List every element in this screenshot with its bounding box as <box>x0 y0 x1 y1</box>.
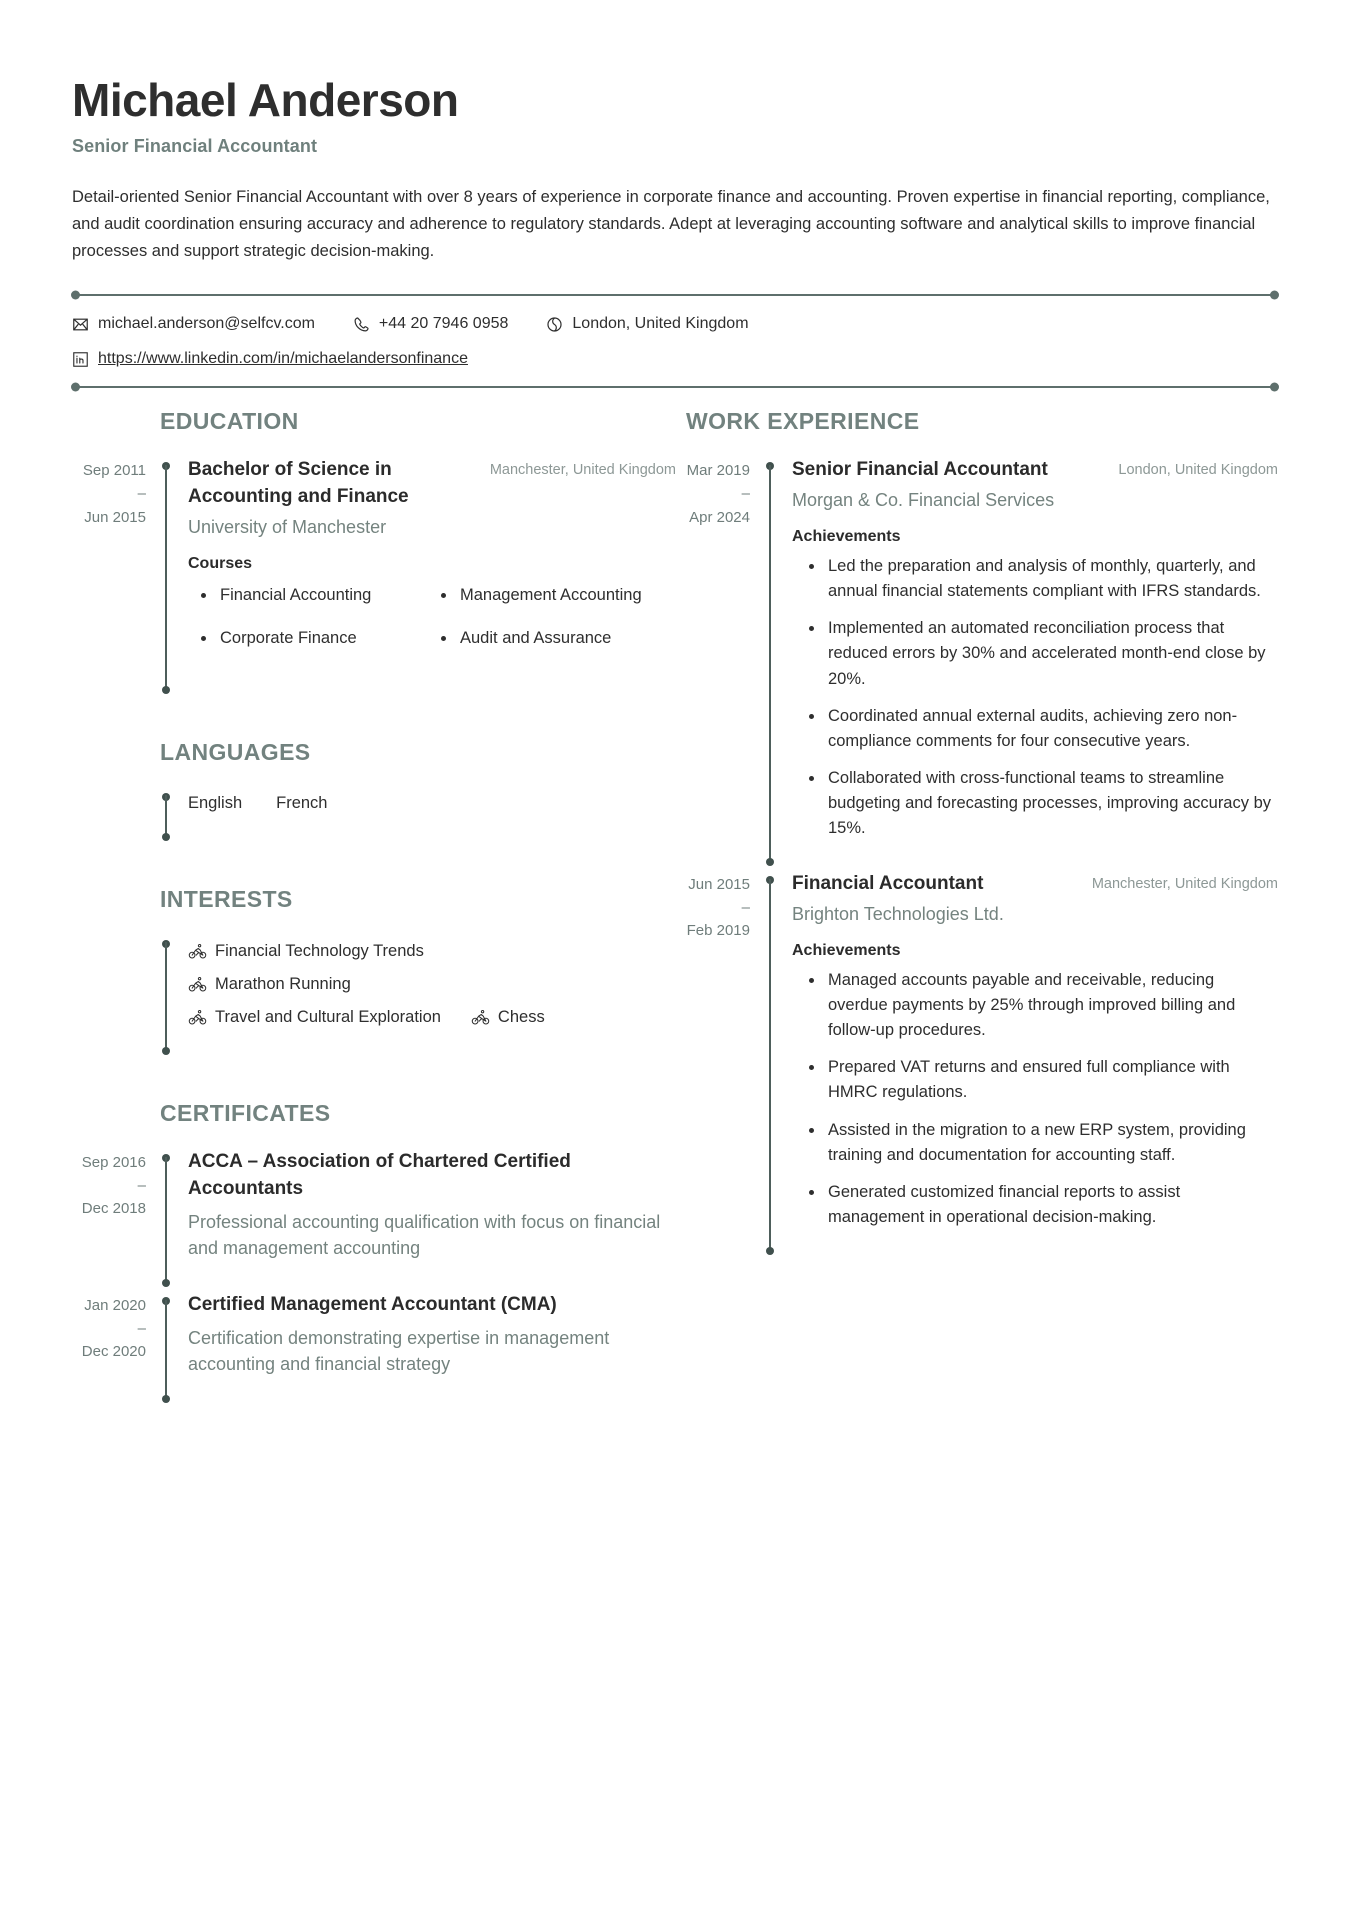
work-date-dash: – <box>741 899 750 917</box>
interests-row <box>188 935 676 968</box>
timeline-marker <box>764 871 777 1260</box>
envelope-icon <box>72 316 89 333</box>
work-location: Manchester, United Kingdom <box>1091 875 1278 892</box>
contact-band <box>72 294 1278 388</box>
section-title-certificates: CERTIFICATES <box>160 1099 331 1126</box>
work-entry <box>676 871 1278 1260</box>
contact-row-primary <box>72 314 1278 335</box>
education-courses-list <box>188 583 676 669</box>
section-title-education: EDUCATION <box>160 408 299 435</box>
languages-content <box>173 788 676 845</box>
contact-email[interactable] <box>72 314 315 335</box>
education-entry <box>72 457 676 699</box>
achievement-item: Implemented an automated reconciliation process that reduced errors by 30% and accelerated month-end close by 20%. <box>828 616 1278 691</box>
resume-header <box>72 62 1278 264</box>
certificate-date-end: Dec 2018 <box>81 1200 146 1218</box>
timeline-dot-bottom <box>162 1047 170 1055</box>
certificate-description: Professional accounting qualification with focus on financial and management accounting <box>188 1211 661 1259</box>
work-achievements-list <box>792 968 1278 1230</box>
course-item: Audit and Assurance <box>460 626 676 651</box>
language-item: English <box>188 794 243 813</box>
interest-item <box>188 935 424 968</box>
section-languages <box>72 739 676 845</box>
achievement-item: Assisted in the migration to a new ERP system, providing training and documentation for accounting staff. <box>828 1118 1278 1168</box>
education-head <box>188 457 676 511</box>
course-item: Management Accounting <box>460 583 676 608</box>
interest-item <box>188 968 351 1001</box>
section-certificates <box>72 1100 676 1408</box>
timeline-dot-bottom <box>162 686 170 694</box>
timeline-line <box>165 942 167 1053</box>
contact-location-text: London, United Kingdom <box>572 315 749 333</box>
interests-block <box>72 935 676 1060</box>
globe-icon <box>546 316 563 333</box>
languages-block <box>72 788 676 845</box>
certificate-entry <box>72 1292 676 1408</box>
work-date <box>676 457 764 871</box>
spacer <box>72 1066 676 1100</box>
section-education <box>72 408 676 699</box>
interests-row <box>188 968 676 1001</box>
language-item: French <box>276 794 328 813</box>
spacer <box>72 705 676 739</box>
timeline-marker <box>160 1149 173 1292</box>
certificate-entry <box>72 1149 676 1292</box>
work-position: Senior Financial Accountant <box>792 459 1048 481</box>
work-achievements-label: Achievements <box>792 942 901 960</box>
work-entry <box>676 457 1278 871</box>
work-head <box>792 457 1278 484</box>
timeline-line <box>769 879 771 1252</box>
interests-row <box>188 1001 676 1034</box>
timeline-marker <box>764 457 777 871</box>
education-location: Manchester, United Kingdom <box>489 462 676 479</box>
section-title-languages: LANGUAGES <box>160 739 311 766</box>
work-date-end: Feb 2019 <box>686 922 750 940</box>
contact-linkedin[interactable] <box>72 349 468 370</box>
course-item: Corporate Finance <box>220 626 436 651</box>
section-interests <box>72 886 676 1060</box>
education-date-start: Sep 2011 <box>82 462 146 480</box>
languages-list <box>188 788 676 819</box>
timeline-dot-bottom <box>162 1395 170 1403</box>
timeline-marker <box>160 788 173 845</box>
contact-phone[interactable] <box>353 314 508 335</box>
achievement-item: Generated customized financial reports to assist management in operational decision-making. <box>828 1180 1278 1230</box>
education-degree: Bachelor of Science in Accounting and Finance <box>188 459 409 508</box>
work-body <box>777 871 1278 1260</box>
languages-date-spacer <box>72 788 160 845</box>
certificate-body <box>173 1149 676 1292</box>
page-title: Michael Anderson <box>72 74 459 126</box>
interests-content <box>173 935 676 1060</box>
timeline-marker <box>160 935 173 1060</box>
achievement-item: Led the preparation and analysis of monthly, quarterly, and annual financial statements compliant with IFRS standards. <box>828 554 1278 604</box>
work-date-start: Jun 2015 <box>688 875 750 893</box>
timeline-dot-bottom <box>162 1279 170 1287</box>
contact-linkedin-text[interactable]: https://www.linkedin.com/in/michaelandersonfinance <box>98 350 468 368</box>
course-item: Financial Accounting <box>220 583 436 608</box>
certificate-date-start: Jan 2020 <box>84 1296 146 1314</box>
contact-phone-text: +44 20 7946 0958 <box>378 315 509 333</box>
work-company: Morgan & Co. Financial Services <box>792 490 1055 511</box>
contact-location <box>546 314 748 335</box>
interests-date-spacer <box>72 935 160 1060</box>
work-date-dash: – <box>741 485 750 503</box>
education-date-end: Jun 2015 <box>84 508 146 526</box>
certificate-date-dash: – <box>137 1320 146 1338</box>
work-position: Financial Accountant <box>792 872 984 894</box>
bicycle-icon <box>188 942 207 961</box>
work-achievements-label: Achievements <box>792 528 901 546</box>
certificate-name: ACCA – Association of Chartered Certified Accountants <box>188 1150 571 1199</box>
job-title: Senior Financial Accountant <box>72 136 318 157</box>
work-date <box>676 871 764 1260</box>
certificate-date-dash: – <box>137 1176 146 1194</box>
timeline-dot-bottom <box>766 1247 774 1255</box>
work-head <box>792 871 1278 898</box>
timeline-marker <box>160 457 173 699</box>
interest-label: Marathon Running <box>215 974 351 993</box>
education-date-dash: – <box>137 485 146 503</box>
section-title-interests: INTERESTS <box>160 885 293 912</box>
achievement-item: Collaborated with cross-functional teams to streamline budgeting and forecasting processes, improving accuracy by 15%. <box>828 766 1278 841</box>
achievement-item: Coordinated annual external audits, achieving zero non-compliance comments for four consecutive years. <box>828 704 1278 754</box>
spacer <box>72 852 676 886</box>
education-school: University of Manchester <box>188 516 387 537</box>
linkedin-icon <box>72 351 89 368</box>
certificate-date-end: Dec 2020 <box>81 1343 146 1361</box>
contact-email-text: michael.anderson@selfcv.com <box>98 315 315 333</box>
certificate-date <box>72 1149 160 1292</box>
contact-rows <box>72 296 1278 386</box>
bicycle-icon <box>188 975 207 994</box>
certificate-name: Certified Management Accountant (CMA) <box>188 1293 557 1315</box>
work-achievements-list <box>792 554 1278 841</box>
resume-body <box>72 408 1278 1414</box>
timeline-dot-bottom <box>766 858 774 866</box>
divider-bottom <box>72 386 1278 388</box>
phone-icon <box>353 316 370 333</box>
timeline-line <box>165 465 167 691</box>
education-courses-label: Courses <box>188 555 253 573</box>
interest-label: Chess <box>497 1007 545 1026</box>
interest-item <box>471 1001 545 1034</box>
section-title-work-experience: WORK EXPERIENCE <box>686 408 920 435</box>
work-body <box>777 457 1278 871</box>
achievement-item: Prepared VAT returns and ensured full compliance with HMRC regulations. <box>828 1055 1278 1105</box>
timeline-line <box>165 1157 167 1284</box>
work-company: Brighton Technologies Ltd. <box>792 903 1004 924</box>
achievement-item: Managed accounts payable and receivable, reducing overdue payments by 25% through improved billing and follow-up procedures. <box>828 968 1278 1043</box>
timeline-line <box>769 465 771 863</box>
interest-label: Travel and Cultural Exploration <box>215 1007 441 1026</box>
divider-top <box>72 294 1278 296</box>
work-location: London, United Kingdom <box>1118 462 1278 479</box>
section-work-experience <box>676 408 1278 1260</box>
professional-summary: Detail-oriented Senior Financial Accountant with over 8 years of experience in corporate finance and accounting. Proven expertise in financial reporting, compliance, and audit coordination ensuring accuracy and adherence to regulatory standards. Adept at leveraging accounting software and analytical skills to improve financial processes and support strategic decision-making. <box>72 188 1270 260</box>
right-column <box>676 408 1278 1414</box>
interest-label: Financial Technology Trends <box>215 941 424 960</box>
left-column <box>72 408 676 1414</box>
bicycle-icon <box>188 1008 207 1027</box>
bicycle-icon <box>471 1008 490 1027</box>
certificate-description: Certification demonstrating expertise in management accounting and financial strategy <box>188 1327 610 1375</box>
education-body <box>173 457 676 699</box>
timeline-line <box>165 1300 167 1400</box>
work-date-end: Apr 2024 <box>689 508 750 526</box>
certificate-date-start: Sep 2016 <box>81 1153 146 1171</box>
contact-row-secondary <box>72 349 1278 370</box>
education-date <box>72 457 160 699</box>
certificate-date <box>72 1292 160 1408</box>
work-date-start: Mar 2019 <box>686 462 750 480</box>
certificate-body <box>173 1292 676 1408</box>
interest-item <box>188 1001 441 1034</box>
timeline-marker <box>160 1292 173 1408</box>
timeline-dot-bottom <box>162 833 170 841</box>
